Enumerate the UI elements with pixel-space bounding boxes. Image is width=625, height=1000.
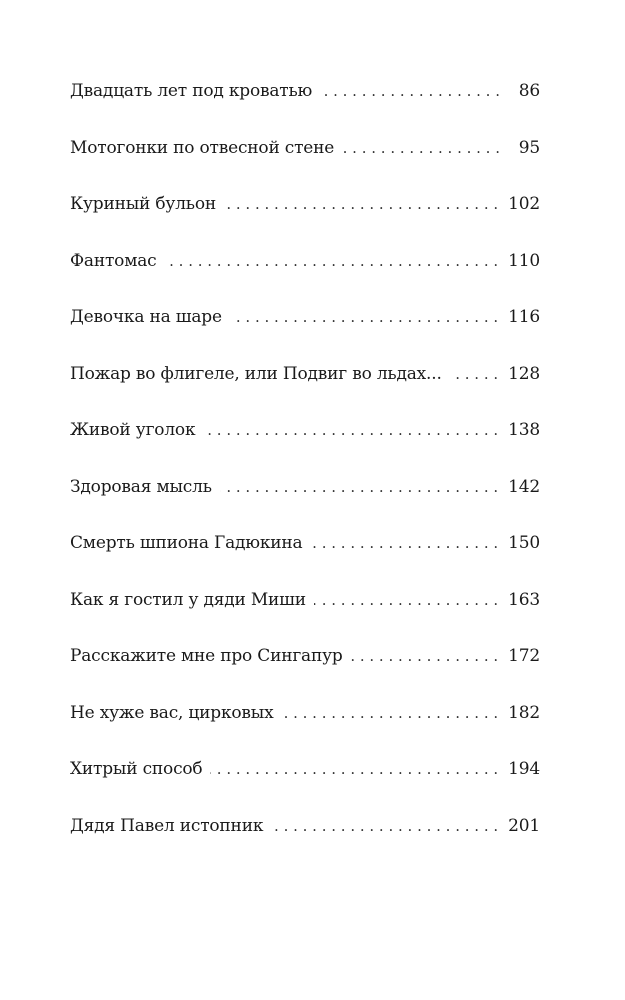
- toc-entry-page: 102: [508, 194, 540, 214]
- toc-entry: [70, 703, 540, 760]
- toc-entry-page: 150: [508, 533, 540, 553]
- toc-dot-leader: [282, 704, 499, 722]
- toc-dot-leader: [311, 534, 499, 552]
- toc-dot-leader: [210, 760, 498, 778]
- toc-dot-leader: [314, 591, 498, 609]
- toc-entry-page: 194: [508, 759, 540, 779]
- toc-dot-leader: [450, 365, 498, 383]
- toc-entry-title: Здоровая мысль: [70, 476, 212, 497]
- toc-entry: [70, 138, 540, 195]
- toc-entry-title: Мотогонки по отвесной стене: [70, 137, 335, 158]
- toc-entry-title: Девочка на шаре: [70, 307, 222, 327]
- toc-entry-page: 172: [508, 646, 540, 666]
- toc-entry-title: Хитрый способ: [70, 759, 203, 779]
- table-of-contents: [70, 81, 540, 872]
- toc-entry-title: Пожар во флигеле, или Подвиг во льдах...: [70, 363, 442, 384]
- toc-dot-leader: [224, 195, 498, 213]
- toc-entry-title: Расскажите мне про Сингапур: [70, 646, 343, 666]
- toc-entry: [70, 759, 540, 816]
- toc-entry-page: 163: [508, 589, 540, 610]
- toc-dot-leader: [203, 421, 498, 439]
- toc-dot-leader: [342, 139, 500, 157]
- toc-entry-page: 142: [508, 476, 540, 497]
- toc-entry: [70, 533, 540, 590]
- toc-entry-page: 86: [518, 81, 540, 101]
- toc-entry: [70, 251, 540, 308]
- toc-entry-page: 201: [508, 815, 540, 836]
- toc-entry: [70, 420, 540, 477]
- toc-entry-page: 116: [508, 307, 540, 327]
- toc-entry-title: Живой уголок: [70, 420, 196, 440]
- toc-entry-title: Двадцать лет под кроватью: [70, 81, 313, 101]
- toc-entry: [70, 307, 540, 364]
- toc-entry-page: 138: [508, 420, 540, 440]
- toc-dot-leader: [230, 308, 498, 326]
- toc-dot-leader: [165, 252, 499, 270]
- toc-entry-title: Как я гостил у дяди Миши: [70, 589, 306, 610]
- toc-entry-title: Дядя Павел истопник: [70, 815, 264, 836]
- toc-entry: [70, 81, 540, 138]
- toc-dot-leader: [220, 478, 498, 496]
- toc-entry: [70, 194, 540, 251]
- toc-entry: [70, 477, 540, 534]
- toc-entry-page: 110: [508, 250, 540, 271]
- toc-entry-title: Смерть шпиона Гадюкина: [70, 533, 303, 553]
- toc-entry: [70, 364, 540, 421]
- toc-entry: [70, 816, 540, 873]
- toc-entry-page: 182: [508, 702, 540, 723]
- toc-entry-title: Не хуже вас, цирковых: [70, 702, 274, 723]
- toc-entry-title: Куриный бульон: [70, 194, 217, 214]
- toc-dot-leader: [320, 82, 500, 100]
- toc-entry: [70, 590, 540, 647]
- toc-entry: [70, 646, 540, 703]
- toc-entry-title: Фантомас: [70, 250, 157, 271]
- toc-dot-leader: [351, 647, 499, 665]
- toc-dot-leader: [271, 817, 498, 835]
- toc-entry-page: 128: [508, 363, 540, 384]
- toc-entry-page: 95: [518, 137, 540, 158]
